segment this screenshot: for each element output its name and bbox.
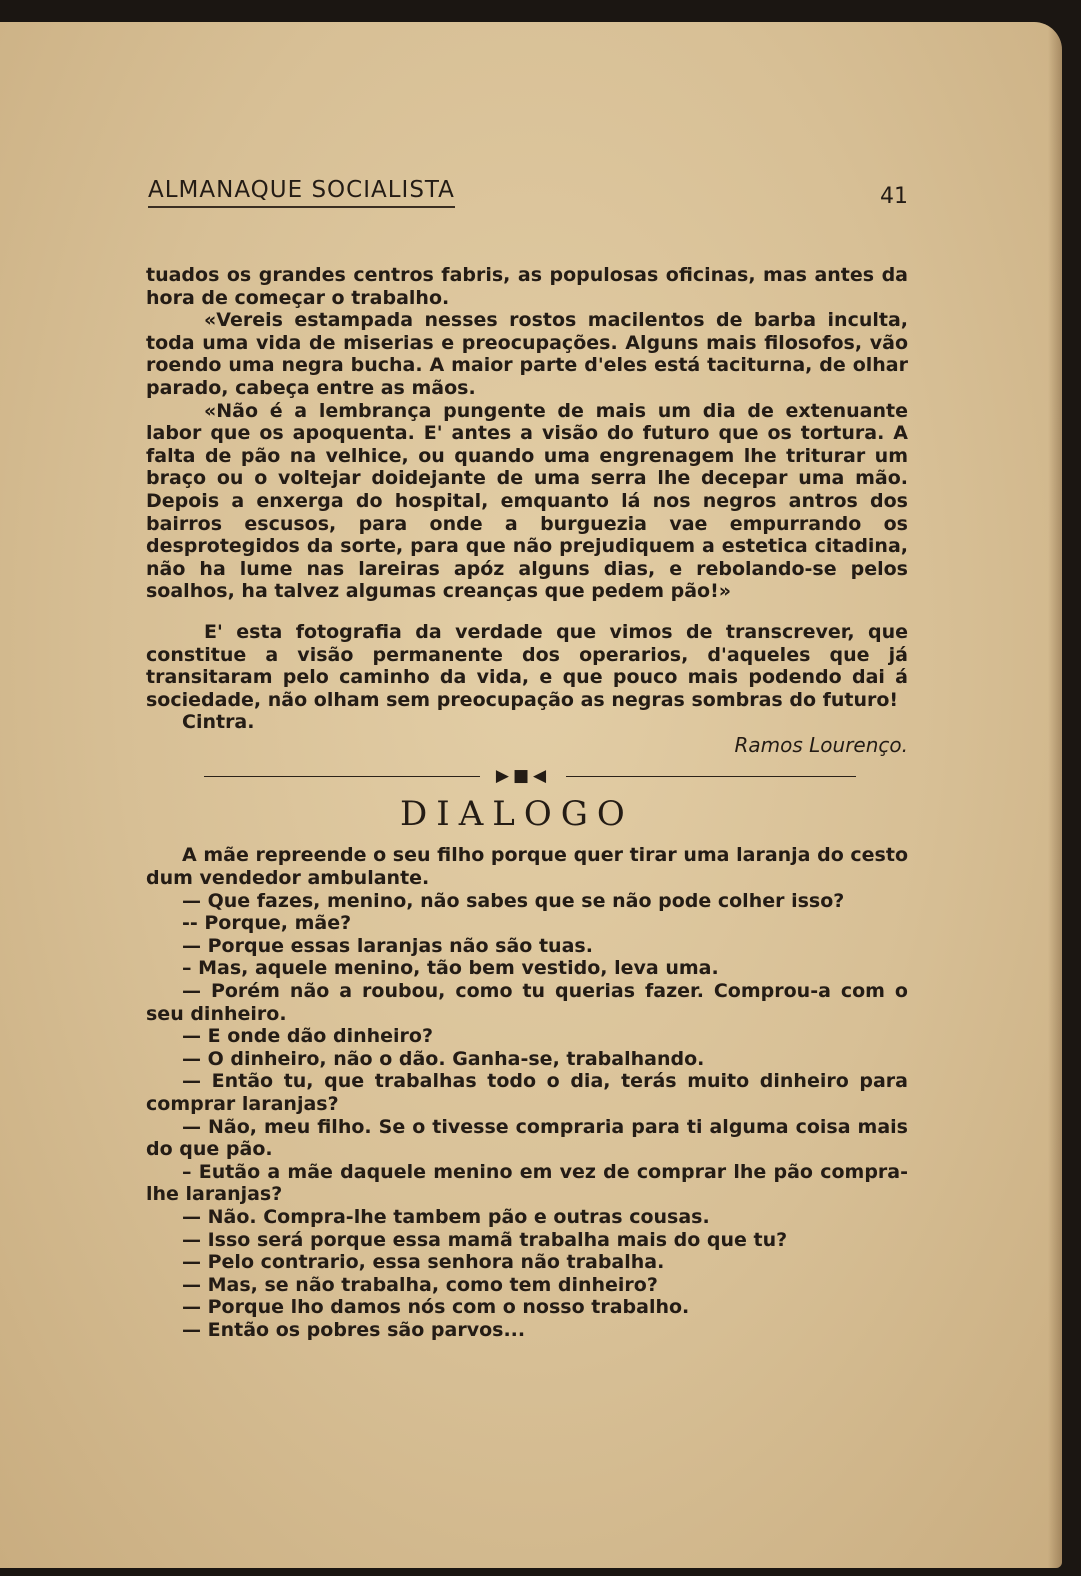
- article-paragraph-2: «Vereis estampada nesses rostos macilentos de barba inculta, toda uma vida de miserias e preocupações. Alguns mais filosofos, vão roendo uma negra bucha. A maior parte d'eles está taciturna, de olhar parado, cabeça entre as mãos.: [146, 309, 908, 399]
- dialogue-line: — Que fazes, menino, não sabes que se não pode colher isso?: [182, 889, 845, 912]
- divider-rule-right: [566, 776, 856, 777]
- dialogue-intro: A mãe repreende o seu filho porque quer tirar uma laranja do cesto dum vendedor ambulante.: [146, 844, 908, 890]
- article-paragraph-1: tuados os grandes centros fabris, as populosas oficinas, mas antes da hora de começar o trabalho.: [146, 264, 908, 309]
- divider-rule-left: [204, 776, 480, 777]
- article-place: Cintra.: [182, 711, 255, 734]
- dialogue-title: DIALOGO: [400, 794, 634, 835]
- article-author: Ramos Lourenço.: [734, 732, 908, 757]
- article-paragraph-3: «Não é a lembrança pungente de mais um dia de extenuante labor que os apoquenta. E' antes a visão do futuro que os tortura. A falta de pão na velhice, ou quando uma engrenagem lhe triturar um braço ou o voltejar doidejante de uma serra lhe decepar uma mão. Depois a enxerga do hospital, emquanto lá nos negros antros dos bairros escusos, para onde a burguezia vae empurrando os desprotegidos da sorte, para que não prejudiquem a estetica citadina, não ha lume nas lareiras apóz alguns dias, e rebolando-se pelos soalhos, ha talvez algumas creanças que pedem pão!»: [146, 399, 908, 603]
- page-body: [146, 264, 908, 1342]
- running-head: ALMANAQUE SOCIALISTA: [148, 174, 455, 208]
- dialogue-line: — Porque lho damos nós com o nosso trabalho.: [182, 1296, 690, 1319]
- dialogue-line: — Porém não a roubou, como tu querias fazer. Comprou-a com o seu dinheiro.: [146, 980, 908, 1025]
- page-header: [148, 174, 908, 214]
- divider-ornament: ▶■◀: [495, 766, 551, 787]
- dialogue-line: — Mas, se não trabalha, como tem dinheiro?: [182, 1273, 658, 1296]
- dialogue-line: — Então tu, que trabalhas todo o dia, terás muito dinheiro para comprar laranjas?: [146, 1070, 908, 1115]
- dialogue-line: — E onde dão dinheiro?: [182, 1025, 433, 1048]
- dialogue-line: — Não, meu filho. Se o tivesse compraria para ti alguma coisa mais do que pão.: [146, 1115, 908, 1161]
- dialogue-line: -- Porque, mãe?: [182, 912, 352, 935]
- section-divider: [146, 764, 908, 788]
- dialogue-line: — O dinheiro, não o dão. Ganha-se, trabalhando.: [182, 1047, 705, 1070]
- dialogue-line: — Pelo contrario, essa senhora não trabalha.: [182, 1251, 665, 1274]
- page-number: 41: [880, 184, 908, 209]
- dialogue-line: — Então os pobres são parvos...: [182, 1318, 526, 1341]
- article-paragraph-4: E' esta fotografia da verdade que vimos de transcrever, que constitue a visão permanente dos operarios, d'aqueles que já transitaram pelo caminho da vida, e que pouco mais podendo dai á sociedade, não olham sem preocupação as negras sombras do futuro!: [146, 620, 908, 711]
- book-page: [0, 22, 1062, 1568]
- dialogue: [146, 844, 908, 1341]
- article: [146, 264, 908, 756]
- dialogue-line: — Isso será porque essa mamã trabalha mais do que tu?: [182, 1228, 788, 1251]
- dialogue-line: — Não. Compra-lhe tambem pão e outras cousas.: [182, 1205, 710, 1228]
- dialogue-line: – Eutão a mãe daquele menino em vez de comprar lhe pão compra-lhe laranjas?: [146, 1160, 908, 1206]
- dialogue-line: – Mas, aquele menino, tão bem vestido, leva uma.: [182, 957, 719, 980]
- dialogue-line: — Porque essas laranjas não são tuas.: [182, 934, 593, 957]
